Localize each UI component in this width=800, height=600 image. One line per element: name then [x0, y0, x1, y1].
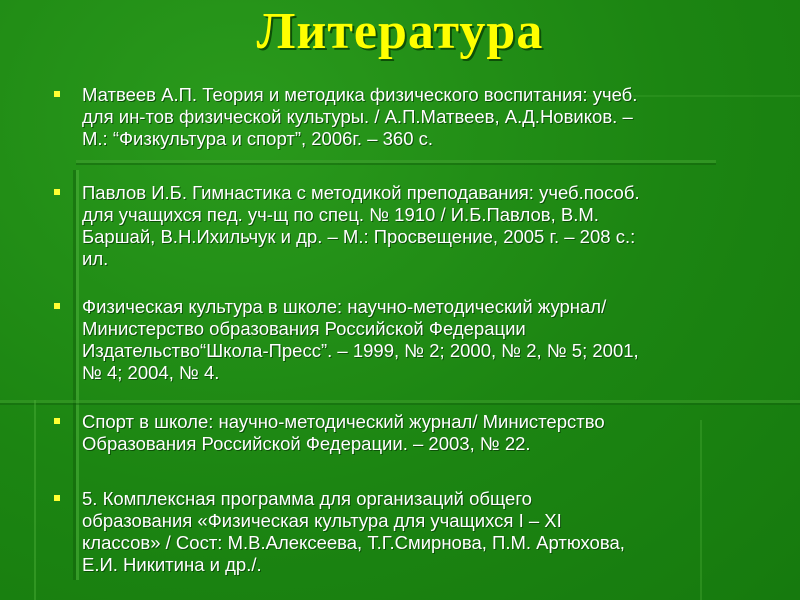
- reference-text: Павлов И.Б. Гимнастика с методикой преподавания: учеб.пособ. для учащихся пед. уч-щ по спец. № 1910 / И.Б.Павлов, В.М. Баршай, В.Н.Ихильчук и др. – М.: Просвещение, 2005 г. – 208 с.: ил.: [82, 182, 640, 269]
- bullet-icon: [54, 91, 60, 97]
- reference-text: Физическая культура в школе: научно-методический журнал/ Министерство образования Российской Федерации Издательство“Школа-Пресс”. – 1999, № 2; 2000, № 2, № 5; 2001, № 4; 2004, № 4.: [82, 296, 639, 383]
- reference-text: 5. Комплексная программа для организаций общего образования «Физическая культура для учащихся I – XI классов» / Сост: М.В.Алексеева, Т.Г.Смирнова, П.М. Артюхова, Е.И. Никитина и др./.: [82, 488, 625, 575]
- bullet-icon: [54, 189, 60, 195]
- reference-text: Матвеев А.П. Теория и методика физического воспитания: учеб. для ин-тов физической культуры. / А.П.Матвеев, А.Д.Новиков. – М.: “Физкультура и спорт”, 2006г. – 360 с.: [82, 84, 638, 149]
- bullet-icon: [54, 303, 60, 309]
- bullet-icon: [54, 495, 60, 501]
- bullet-icon: [54, 418, 60, 424]
- slide-title: Литература: [256, 3, 544, 60]
- reference-text: Спорт в школе: научно-методический журнал/ Министерство Образования Российской Федерации. – 2003, № 22.: [82, 411, 605, 454]
